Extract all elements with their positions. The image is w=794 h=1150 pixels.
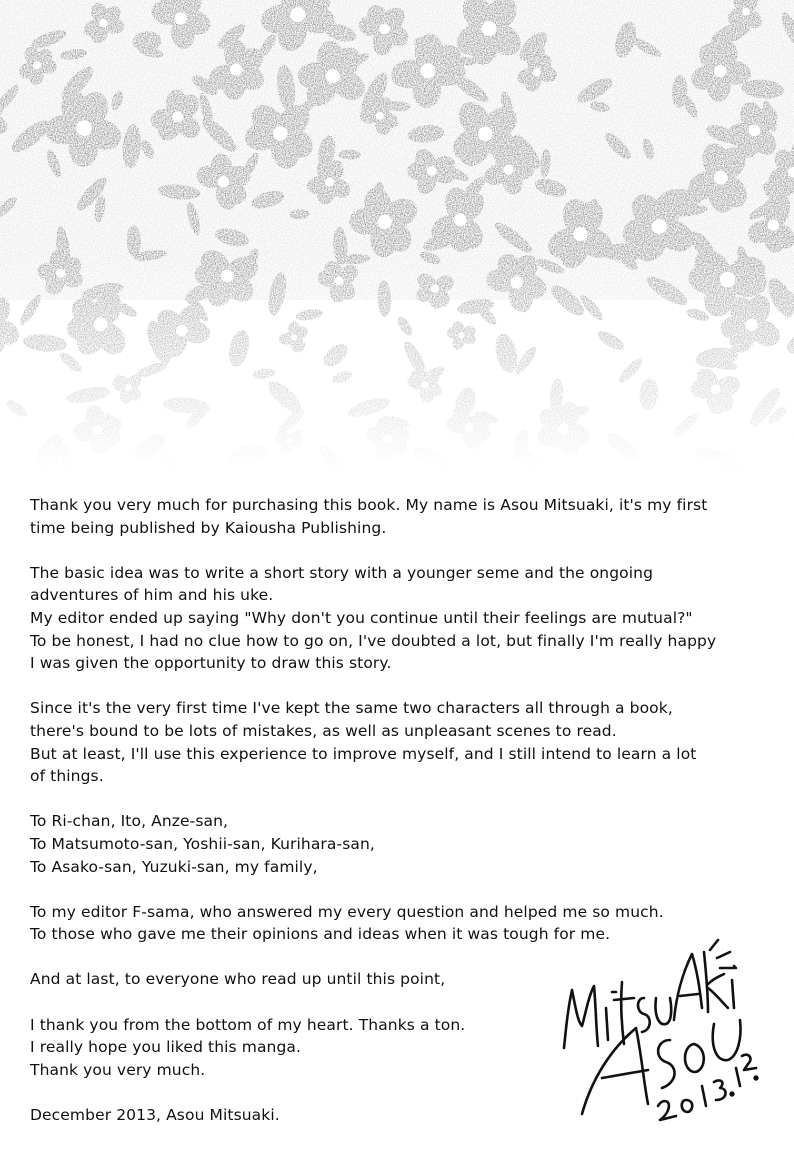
flower-motif	[0, 294, 23, 356]
leaf-motif	[331, 369, 354, 385]
leaf-motif	[745, 384, 784, 431]
leaf-motif	[4, 397, 30, 420]
flower-motif	[71, 404, 124, 457]
text-line: adventures of him and his uke.	[30, 586, 274, 605]
leaf-motif	[316, 442, 347, 470]
leaf-motif	[603, 429, 642, 464]
text-line: My editor ended up saying "Why don't you continue until their feelings are mutual?"	[30, 608, 693, 627]
author-signature	[552, 928, 762, 1124]
leaf-motif	[621, 464, 657, 470]
leaf-motif	[340, 466, 374, 470]
flower-motif	[691, 364, 743, 415]
leaf-motif	[22, 333, 68, 354]
leaf-motif	[714, 463, 750, 470]
leaf-motif	[595, 328, 627, 354]
text-line: of things.	[30, 767, 104, 786]
leaf-motif	[226, 328, 253, 369]
leaf-motif	[320, 340, 352, 371]
leaf-motif	[249, 465, 269, 470]
afterword-paragraph	[30, 494, 730, 539]
text-line: But at least, I'll use this experience to improve myself, and I still intend to learn a lot	[30, 744, 697, 763]
leaf-motif	[790, 431, 794, 464]
flower-motif	[445, 319, 477, 351]
text-line: To Asako-san, Yuzuki-san, my family,	[30, 857, 318, 876]
floral-pattern-header	[0, 0, 794, 470]
leaf-motif	[638, 378, 660, 411]
text-line: Since it's the very first time I've kept the same two characters all through a book,	[30, 699, 673, 718]
text-line: Thank you very much.	[30, 1060, 206, 1079]
leaf-motif	[671, 411, 701, 439]
text-line: To Matsumoto-san, Yoshii-san, Kurihara-san,	[30, 834, 375, 853]
leaf-motif	[395, 314, 415, 338]
text-line: To those who gave me their opinions and ideas when it was tough for me.	[30, 925, 611, 944]
flower-motif	[111, 372, 145, 405]
text-line: To Ri-chan, Ito, Anze-san,	[30, 812, 229, 831]
text-line: To be honest, I had no clue how to go on, I've doubted a lot, but finally I'm really happy	[30, 631, 717, 650]
leaf-motif	[295, 308, 324, 323]
leaf-motif	[157, 451, 180, 470]
leaf-motif	[65, 384, 111, 406]
afterword-paragraph	[30, 562, 730, 675]
text-line: To my editor F-sama, who answered my every question and helped me so much.	[30, 902, 664, 921]
leaf-motif	[784, 328, 794, 357]
text-line: I really hope you liked this manga.	[30, 1038, 302, 1057]
leaf-motif	[616, 356, 645, 386]
afterword-paragraph	[30, 697, 730, 787]
text-line: December 2013, Asou Mitsuaki.	[30, 1106, 280, 1125]
afterword-paragraph	[30, 810, 730, 878]
text-line: And at last, to everyone who read up until this point,	[30, 970, 446, 989]
text-line: time being published by Kaiousha Publishing.	[30, 518, 387, 537]
leaf-motif	[694, 446, 738, 467]
text-line: The basic idea was to write a short story with a younger seme and the ongoing	[30, 563, 654, 582]
text-line: I thank you from the bottom of my heart. Thanks a ton.	[30, 1015, 466, 1034]
flower-motif	[274, 428, 304, 457]
leaf-motif	[226, 441, 270, 469]
text-line: there's bound to be lots of mistakes, as well as unpleasant scenes to read.	[30, 721, 617, 740]
leaf-motif	[252, 367, 276, 380]
flower-motif	[278, 322, 311, 354]
text-line: I was given the opportunity to draw this story.	[30, 654, 392, 673]
flower-motifs	[0, 0, 794, 470]
text-line: Thank you very much for purchasing this book. My name is Asou Mitsuaki, it's my first	[30, 496, 708, 514]
leaf-motif	[57, 349, 84, 374]
